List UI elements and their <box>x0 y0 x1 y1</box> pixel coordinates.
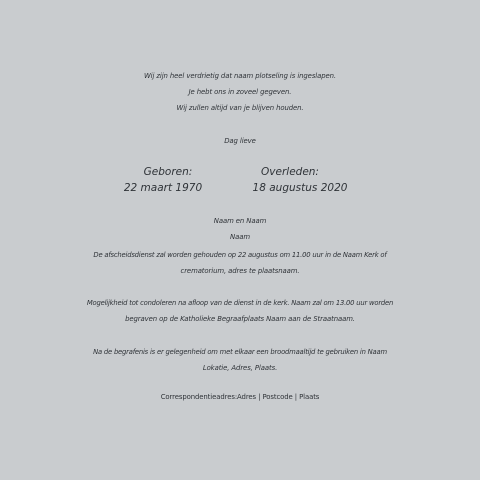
condolence-line-2: begraven op de Katholieke Begraafplaats Naam aan de Straatnaam. <box>125 315 355 323</box>
born-label: Geboren: <box>143 166 193 178</box>
names-line-1: Naam en Naam <box>213 217 267 225</box>
farewell-text: Dag lieve <box>224 137 256 145</box>
born-date: 22 maart 1970 <box>123 182 203 194</box>
service-line-2: crematorium, adres te plaatsnaam. <box>180 267 300 275</box>
names-line-2: Naam <box>230 233 250 241</box>
died-date: 18 augustus 2020 <box>252 182 348 194</box>
service-line-1: De afscheidsdienst zal worden gehouden op 22 augustus om 11.00 uur in de Naam Kerk of <box>93 251 387 259</box>
reception-line-1: Na de begrafenis is er gelegenheid om met elkaar een broodmaaltijd te gebruiken in Naam <box>93 348 387 356</box>
condolence-line-1: Mogelijkheid tot condoleren na afloop van de dienst in de kerk. Naam zal om 13.00 uur worden <box>86 299 394 307</box>
intro-line-1: Wij zijn heel verdrietig dat naam plotseling is ingeslapen. <box>143 72 337 80</box>
correspondence-address: Correspondentieadres:Adres | Postcode | Plaats <box>160 393 320 401</box>
died-label: Overleden: <box>261 166 319 178</box>
intro-line-3: Wij zullen altijd van je blijven houden. <box>176 104 304 112</box>
intro-line-2: Je hebt ons in zoveel gegeven. <box>188 88 292 96</box>
reception-line-2: Lokatie, Adres, Plaats. <box>202 364 278 372</box>
